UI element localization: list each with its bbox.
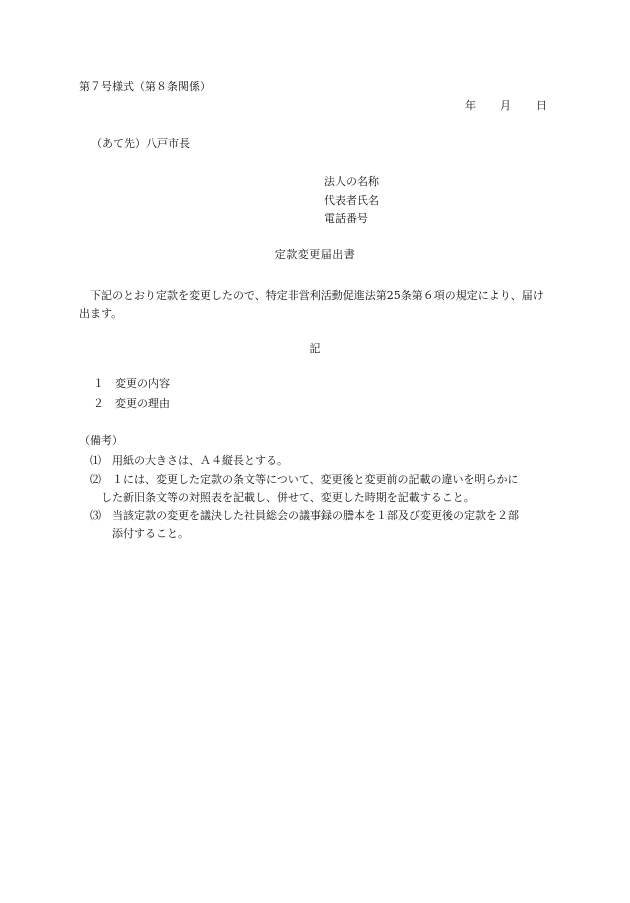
item-text: 変更の理由 [115, 397, 170, 410]
item-number: １ [93, 377, 104, 390]
remark-note [90, 471, 550, 507]
remark-text: １には、変更した定款の条文等について、変更後と変更前の記載の違いを明らかに [112, 473, 519, 486]
list-item [93, 397, 170, 411]
form-number: 第７号様式（第８条関係） [79, 80, 211, 93]
ki-heading: 記 [309, 342, 321, 355]
remark-number: ⑵ [90, 473, 101, 486]
remark-number: ⑴ [90, 454, 101, 467]
remark-text: 用紙の大きさは、Ａ４縦長とする。 [112, 454, 288, 467]
list-item [93, 377, 170, 391]
remark-number: ⑶ [90, 509, 101, 522]
remark-text-continued: した新旧条文等の対照表を記載し、併せて、変更した時期を記載すること。 [101, 491, 475, 504]
remark-text: 当該定款の変更を議決した社員総会の議事録の謄本を１部及び変更後の定款を２部 [112, 509, 519, 522]
representative-name-label: 代表者氏名 [324, 194, 379, 207]
item-text: 変更の内容 [115, 377, 170, 390]
date-fields [0, 99, 630, 113]
date-day-label: 日 [536, 99, 547, 112]
document-title: 定款変更届出書 [274, 248, 356, 261]
remarks-heading: （備考） [79, 434, 123, 447]
remark-note [90, 452, 550, 470]
corporation-name-label: 法人の名称 [324, 175, 379, 188]
remark-note [90, 507, 550, 543]
item-number: ２ [93, 397, 104, 410]
phone-number-label: 電話番号 [324, 212, 368, 225]
date-year-label: 年 [465, 99, 476, 112]
body-paragraph: 下記のとおり定款を変更したので、特定非営利活動促進法第25条第６項の規定により、届け出ます。 [79, 289, 544, 320]
addressee: （あて先）八戸市長 [91, 137, 190, 150]
date-month-label: 月 [500, 99, 511, 112]
remark-text-continued: 添付すること。 [112, 527, 189, 540]
